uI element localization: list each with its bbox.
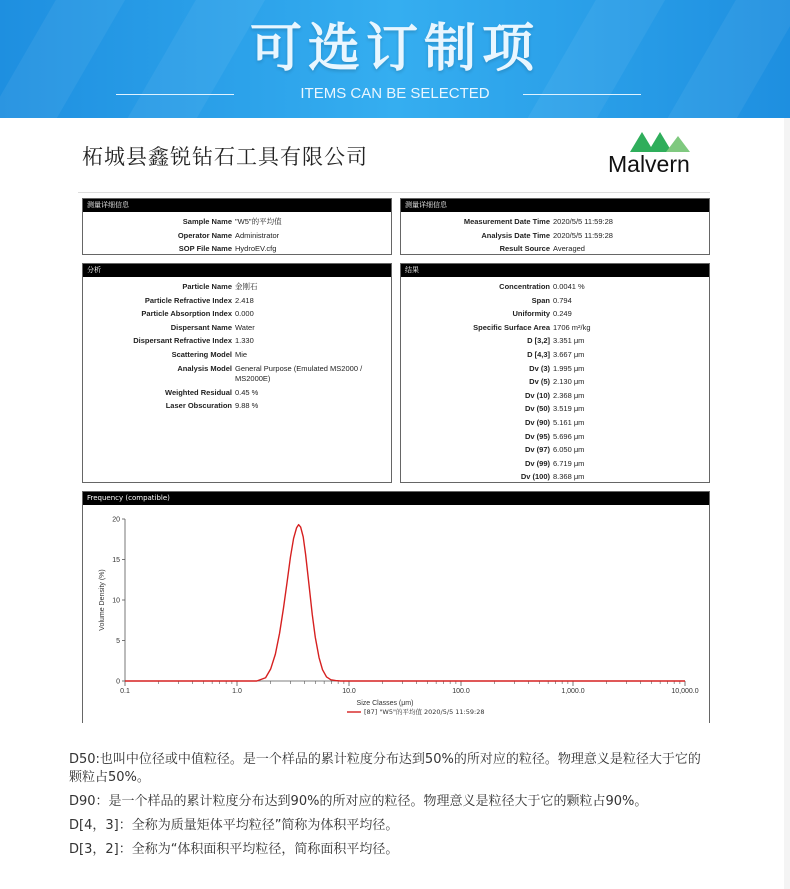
detail-value: 5.696 μm bbox=[553, 431, 585, 441]
detail-row bbox=[83, 386, 391, 400]
detail-key: Particle Refractive Index bbox=[144, 295, 232, 305]
x-tick-label: 1.0 bbox=[232, 688, 242, 695]
y-tick-label: 0 bbox=[116, 678, 120, 686]
scrollbar[interactable] bbox=[784, 118, 790, 889]
logo-text: Malvern bbox=[608, 151, 690, 177]
detail-value: 2020/5/5 11:59:28 bbox=[553, 217, 613, 226]
detail-key: Weighted Residual bbox=[165, 387, 232, 397]
detail-row bbox=[83, 334, 391, 348]
date-details-panel bbox=[400, 198, 710, 255]
detail-key: Uniformity bbox=[512, 309, 550, 319]
detail-key: Result Source bbox=[499, 244, 550, 254]
detail-value: 金刚石 bbox=[235, 282, 258, 291]
detail-key: Dv (5) bbox=[529, 377, 550, 387]
detail-value: 0.249 bbox=[553, 309, 572, 319]
detail-row bbox=[401, 402, 709, 416]
detail-key: Dv (95) bbox=[524, 431, 550, 441]
y-tick-label: 5 bbox=[116, 638, 120, 645]
y-tick-label: 10 bbox=[112, 597, 120, 605]
detail-row bbox=[83, 229, 391, 243]
detail-row bbox=[401, 348, 709, 362]
series-line bbox=[125, 525, 685, 681]
x-axis-label: Size Classes (μm) bbox=[356, 700, 414, 707]
x-tick-label: 100.0 bbox=[452, 688, 470, 695]
detail-key: Dv (97) bbox=[524, 445, 550, 455]
detail-row bbox=[83, 242, 391, 256]
detail-value: Water bbox=[235, 322, 255, 332]
detail-row bbox=[401, 280, 709, 294]
detail-value: 0.794 bbox=[553, 295, 572, 305]
note-d90: D90：是一个样品的累计粒度分布达到90%的所对应的粒径。物理意义是粒径大于它的颗粒占90%。 bbox=[69, 794, 648, 809]
detail-value: 0.45 % bbox=[235, 387, 259, 397]
note-d43: D[4，3]：全称为质量矩体平均粒径”简称为体积平均径。 bbox=[69, 818, 399, 833]
note-d50: D50:也叫中位径或中值粒径。是一个样品的累计粒度分布达到50%的所对应的粒径。物理意义是粒径大于它的颗粒占50%。 bbox=[69, 752, 701, 785]
company-name: 柘城县鑫锐钻石工具有限公司 bbox=[82, 145, 368, 169]
detail-key: Particle Name bbox=[182, 282, 232, 291]
detail-key: Span bbox=[531, 295, 550, 305]
detail-key: Particle Absorption Index bbox=[141, 309, 232, 319]
detail-value: Averaged bbox=[553, 244, 585, 254]
detail-row bbox=[401, 294, 709, 308]
detail-key: Dv (99) bbox=[524, 458, 550, 468]
detail-key: Dispersant Name bbox=[170, 322, 232, 332]
chart-title: Frequency (compatible) bbox=[83, 492, 709, 505]
x-tick-label: 0.1 bbox=[120, 688, 130, 695]
detail-row bbox=[83, 321, 391, 335]
detail-row bbox=[401, 389, 709, 403]
detail-row bbox=[401, 430, 709, 444]
banner-subtitle: ITEMS CAN BE SELECTED bbox=[300, 85, 490, 102]
legend-label: [87] "W5"的平均值 2020/5/5 11:59:28 bbox=[364, 708, 485, 716]
detail-key: Laser Obscuration bbox=[165, 401, 232, 411]
detail-value: 5.161 μm bbox=[553, 417, 585, 427]
detail-key: Dispersant Refractive Index bbox=[133, 336, 232, 346]
detail-value: 1.995 μm bbox=[553, 363, 585, 373]
detail-value: Mie bbox=[235, 349, 248, 359]
detail-key: Dv (90) bbox=[524, 417, 550, 427]
detail-row bbox=[401, 242, 709, 256]
detail-value: 6.719 μm bbox=[553, 458, 585, 468]
banner-divider-right bbox=[523, 94, 641, 95]
detail-value: 1.330 bbox=[235, 336, 254, 346]
detail-key: D [3,2] bbox=[527, 336, 550, 346]
detail-value: 1706 m²/kg bbox=[553, 322, 591, 332]
panel-header: 测量详细信息 bbox=[83, 199, 391, 212]
detail-key: Dv (50) bbox=[524, 404, 550, 414]
detail-value: "W5"的平均值 bbox=[235, 217, 282, 226]
detail-row bbox=[83, 280, 391, 294]
detail-value: 2.368 μm bbox=[553, 390, 585, 400]
detail-value: 2.130 μm bbox=[553, 377, 585, 387]
detail-row bbox=[83, 294, 391, 308]
detail-key: Measurement Date Time bbox=[463, 217, 550, 226]
chart-panel bbox=[82, 491, 710, 723]
detail-key: Dv (100) bbox=[520, 472, 550, 482]
detail-row bbox=[401, 307, 709, 321]
detail-row bbox=[83, 348, 391, 362]
detail-key: Concentration bbox=[499, 282, 550, 291]
detail-key: SOP File Name bbox=[178, 244, 232, 254]
detail-row bbox=[401, 457, 709, 471]
measurement-details-panel bbox=[82, 198, 392, 255]
detail-value: 3.667 μm bbox=[553, 349, 585, 359]
detail-value: 9.88 % bbox=[235, 401, 259, 411]
detail-key: Sample Name bbox=[182, 217, 232, 226]
detail-row bbox=[401, 375, 709, 389]
detail-row bbox=[401, 362, 709, 376]
detail-value: 6.050 μm bbox=[553, 445, 585, 455]
x-tick-label: 10.0 bbox=[342, 688, 356, 695]
frequency-chart bbox=[83, 505, 711, 724]
detail-value: 2020/5/5 11:59:28 bbox=[553, 230, 613, 240]
y-tick-label: 20 bbox=[112, 516, 120, 524]
detail-key: Operator Name bbox=[177, 230, 232, 240]
x-tick-label: 10,000.0 bbox=[671, 688, 699, 695]
detail-row bbox=[401, 321, 709, 335]
detail-value: 2.418 bbox=[235, 295, 254, 305]
detail-key: Dv (3) bbox=[529, 363, 550, 373]
banner-title: 可选订制项 bbox=[249, 19, 540, 79]
analysis-panel bbox=[82, 263, 392, 483]
detail-row bbox=[401, 334, 709, 348]
detail-key: Dv (10) bbox=[524, 390, 550, 400]
x-tick-label: 1,000.0 bbox=[561, 688, 585, 695]
notes bbox=[69, 751, 709, 865]
results-panel bbox=[400, 263, 710, 483]
detail-row bbox=[401, 470, 709, 484]
detail-key: Analysis Date Time bbox=[481, 230, 550, 240]
panel-header: 结果 bbox=[401, 264, 709, 277]
detail-row bbox=[401, 443, 709, 457]
note-d32: D[3，2]：全称为“体积面积平均粒径，简称面积平均径。 bbox=[69, 842, 399, 857]
detail-value: 0.0041 % bbox=[553, 282, 585, 291]
detail-row bbox=[83, 307, 391, 321]
detail-value: General Purpose (Emulated MS2000 / MS2000E) bbox=[235, 363, 363, 383]
y-axis-label: Volume Density (%) bbox=[99, 569, 106, 631]
y-tick-label: 15 bbox=[112, 557, 120, 564]
detail-row bbox=[83, 399, 391, 413]
detail-value: 3.351 μm bbox=[553, 336, 585, 346]
detail-value: 8.368 μm bbox=[553, 472, 585, 482]
panel-header: 测量详细信息 bbox=[401, 199, 709, 212]
detail-key: Analysis Model bbox=[177, 363, 232, 373]
detail-row bbox=[401, 229, 709, 243]
detail-row bbox=[83, 215, 391, 229]
detail-key: D [4,3] bbox=[527, 349, 550, 359]
detail-row bbox=[401, 416, 709, 430]
detail-value: 0.000 bbox=[235, 309, 254, 319]
detail-value: HydroEV.cfg bbox=[235, 244, 277, 254]
detail-key: Specific Surface Area bbox=[473, 322, 550, 332]
header-banner bbox=[0, 0, 790, 118]
detail-key: Scattering Model bbox=[171, 349, 232, 359]
panel-header: 分析 bbox=[83, 264, 391, 277]
divider bbox=[78, 192, 710, 193]
detail-row bbox=[401, 215, 709, 229]
detail-row bbox=[83, 362, 391, 386]
detail-value: Administrator bbox=[235, 230, 280, 240]
detail-value: 3.519 μm bbox=[553, 404, 585, 414]
